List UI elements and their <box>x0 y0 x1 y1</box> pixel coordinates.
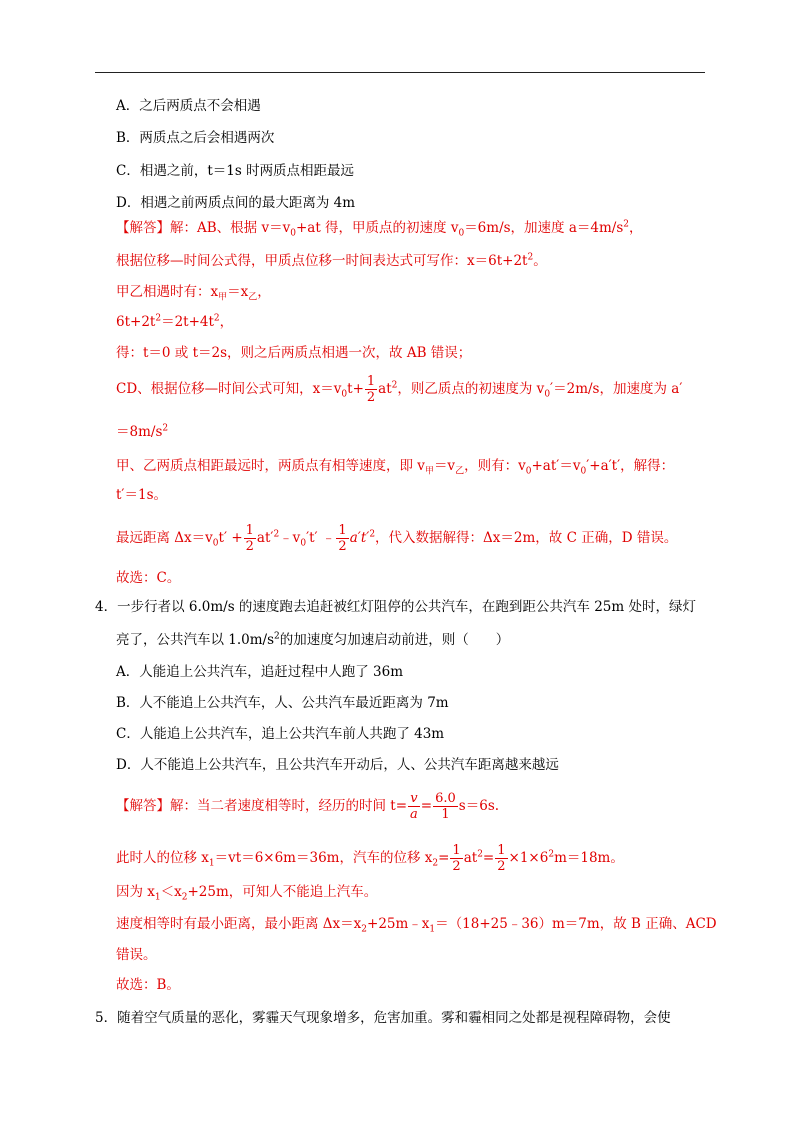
question-stem: 4．一步行者以 6.0m/s 的速度跑去追赶被红灯阻停的公共汽车，在跑到距公共汽车 25m 处时，绿灯 <box>95 599 696 615</box>
fraction-half: $\frac{1}{2}$ <box>338 523 347 554</box>
option-d: D．相遇之前两质点间的最大距离为 4m <box>116 195 356 211</box>
option-a: A．人能追上公共汽车，追赶过程中人跑了 36m <box>116 664 404 680</box>
solution-line: 得：t＝0 或 t＝2s，则之后两质点相遇一次，故 AB 错误； <box>116 345 472 361</box>
option-d: D．人不能追上公共汽车，且公共汽车开动后，人、公共汽车距离越来越远 <box>116 757 559 773</box>
option-b: B．两质点之后会相遇两次 <box>116 130 275 146</box>
solution-line: $6t+2t^2=2t+4t^2$， <box>116 313 234 330</box>
solution-line: 【解答】解：当二者速度相等时，经历的时间 t= $\frac{v}{a}$ = $\frac{6.0}{1}$ s＝6s. <box>116 791 500 822</box>
header-rule <box>95 72 705 73</box>
solution-line: 最远距离 $\Delta x=v_0t'$ + $\frac{1}{2}$ $at'^2﹣v_0't'$ ﹣ $\frac{1}{2}$ $a't'^2$，代入数据解得：Δx＝2m，故 C 正确，D 错误。 <box>116 523 678 554</box>
solution-line: 【解答】解：AB、根据 $v=v_0+at$ 得，甲质点的初速度 $v_0=6m/s$，加速度 $a=4m/s^2$， <box>116 219 643 239</box>
solution-line: 因为 $x_1<x_2+25m$，可知人不能追上汽车。 <box>116 884 378 903</box>
solution-line: 甲、乙两质点相距最远时，两质点有相等速度，即 $v_甲=v_乙$，则有：$v_0+at'=v_0'+a't'$，解得： <box>116 458 675 477</box>
option-b: B．人不能追上公共汽车，人、公共汽车最近距离为 7m <box>116 695 449 711</box>
solution-line: CD、根据位移—时间公式可知，$x=v_0t+$ $\frac{1}{2}$ $at^2$，则乙质点的初速度为 $v_0'=2m/s$，加速度为 a′ <box>116 374 683 405</box>
solution-line: 根据位移—时间公式得，甲质点位移一时间表达式可写作：$x=6t+2t^2$。 <box>116 252 547 269</box>
fraction-half: $\frac{1}{2}$ <box>366 374 376 405</box>
solution-line: 速度相等时有最小距离，最小距离 $\Delta x=x_2+25m﹣x_1=(18+25﹣36)m=7m$，故 B 正确、ACD <box>116 916 717 935</box>
question-stem: 亮了，公共汽车以 $1.0m/s^2$的加速度匀加速启动前进，则（ ） <box>116 631 510 648</box>
option-c: C．人能追上公共汽车，追上公共汽车前人共跑了 43m <box>116 726 445 742</box>
fraction-half: $\frac{1}{2}$ <box>497 843 506 874</box>
option-a: A．之后两质点不会相遇 <box>116 98 261 114</box>
answer-line: 故选：B。 <box>116 977 180 993</box>
fraction-half: $\frac{1}{2}$ <box>452 843 461 874</box>
option-c: C．相遇之前，t＝1s 时两质点相距最远 <box>116 163 355 179</box>
solution-line: 甲乙相遇时有：$x_甲=x_乙$， <box>116 284 271 303</box>
solution-line: t′＝1s。 <box>116 487 168 503</box>
solution-line: 此时人的位移 $x_1=vt=6\times 6m=36m$，汽车的位移 $x_2=$ $\frac{1}{2}$ $at^2=$ $\frac{1}{2}$ $\times 1\times 6^2m=18m$。 <box>116 843 624 874</box>
fraction-half: $\frac{1}{2}$ <box>245 523 254 554</box>
fraction-v-over-a: $\frac{v}{a}$ <box>410 791 418 822</box>
question-stem: 5．随着空气质量的恶化，雾霾天气现象增多，危害加重。雾和霾相同之处都是视程障碍物，会使 <box>95 1010 671 1026</box>
solution-line: 错误。 <box>116 947 157 963</box>
answer-line: 故选：C。 <box>116 570 181 586</box>
fraction-value: $\frac{6.0}{1}$ <box>435 791 456 822</box>
solution-line: $=8m/s^2$ <box>116 423 169 440</box>
